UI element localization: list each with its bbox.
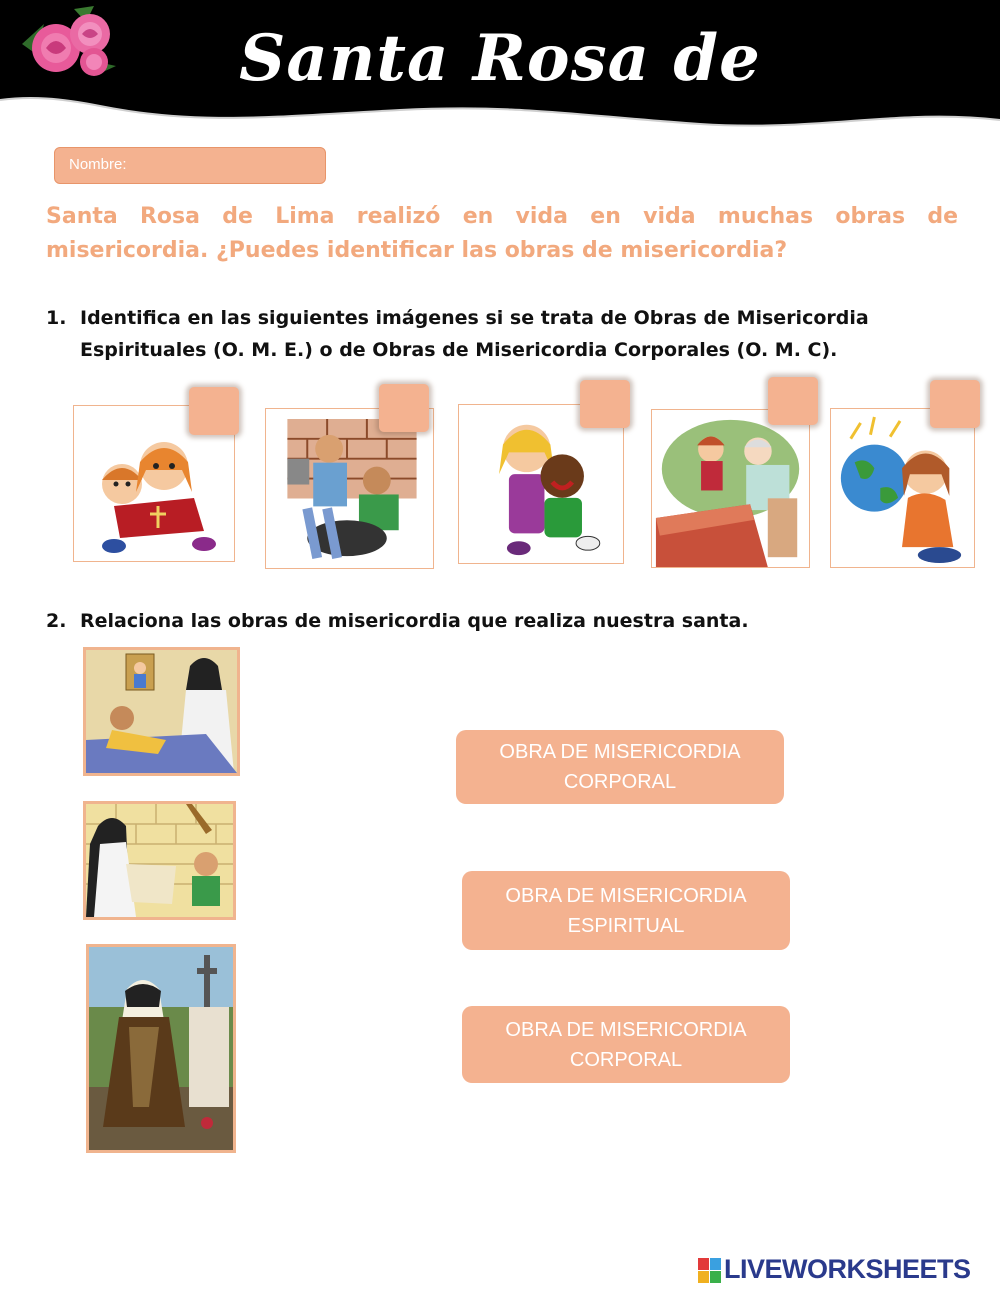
answer-option-1[interactable] (456, 730, 784, 804)
question-number: 2. (46, 610, 67, 632)
answer-option-line2: CORPORAL (569, 1048, 683, 1071)
question-number: 1. (46, 307, 67, 329)
name-field[interactable]: Nombre: (54, 147, 326, 184)
answer-option-line2: CORPORAL (563, 771, 677, 793)
saint-praying-at-altar-image (86, 944, 236, 1153)
answer-option-2[interactable] (462, 871, 790, 950)
question-text: Identifica en las siguientes imágenes si se trata de Obras de Misericordia Espirituales (O. M. E.) o de Obras de Misericordia Corporales (O. M. C). (80, 307, 869, 361)
answer-box-3[interactable] (580, 380, 630, 428)
brand-logo-text: LIVEWORKSHEETS (724, 1254, 971, 1284)
answer-box-1[interactable] (189, 387, 239, 435)
answer-box-2[interactable] (379, 384, 429, 432)
saint-giving-clothes-image (83, 801, 236, 920)
roses-icon (14, 4, 124, 84)
visiting-sick-elderly-image (651, 409, 810, 568)
intro-text: Santa Rosa de Lima realizó en vida en vida muchas obras de misericordia. ¿Puedes identificar las obras de misericordia? (46, 204, 958, 263)
answer-option-line1: OBRA DE MISERICORDIA (499, 741, 741, 763)
answer-option-line1: OBRA DE MISERICORDIA (505, 1018, 747, 1041)
answer-option-line2: ESPIRITUAL (567, 914, 685, 937)
answer-option-line1: OBRA DE MISERICORDIA (505, 884, 747, 907)
girl-comforting-crying-boy-image (458, 404, 624, 564)
saint-caring-for-sick-man-image (83, 647, 240, 776)
question-text: Relaciona las obras de misericordia que realiza nuestra santa. (80, 610, 749, 632)
liveworksheets-logo-icon (698, 1258, 722, 1284)
answer-box-4[interactable] (768, 377, 818, 425)
poor-people-eating-image (265, 408, 434, 569)
page-title: Santa Rosa de Lima (239, 21, 761, 186)
answer-box-5[interactable] (930, 380, 980, 428)
answer-option-3[interactable] (462, 1006, 790, 1083)
girl-praying-for-world-image (830, 408, 975, 568)
